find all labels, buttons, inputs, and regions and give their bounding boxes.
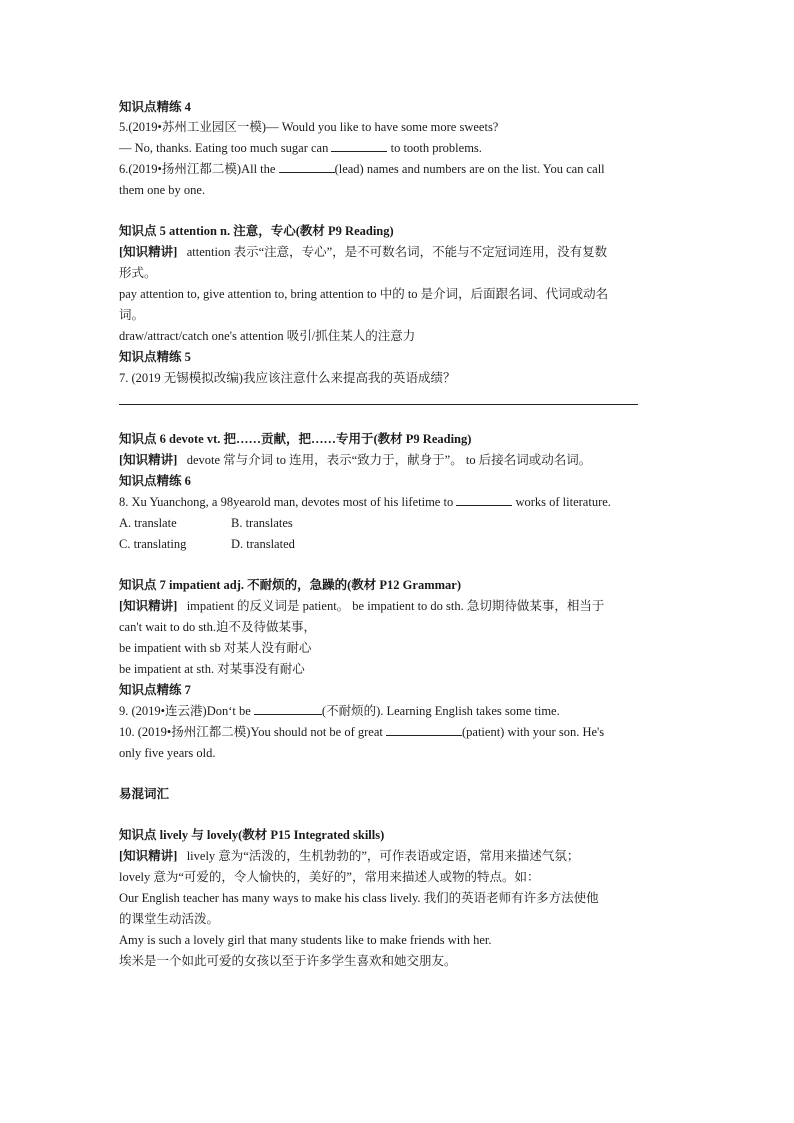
point-7-explanation-2: can't wait to do sth.迫不及待做某事， — [119, 620, 317, 634]
question-8: 8. Xu Yuanchong, a 98yearold man, devotes most of his lifetime to works of literature. — [119, 495, 611, 509]
lively-lovely-explanation-2: lovely 意为“可爱的，令人愉快的，美好的”，常用来描述人或物的特点。如： — [119, 870, 540, 884]
practice-5-heading: 知识点精练 5 — [119, 350, 191, 364]
answer-blank[interactable] — [279, 160, 335, 173]
point-7-heading: 知识点 7 impatient adj. 不耐烦的，急躁的(教材 P12 Grammar) — [119, 578, 461, 592]
point-5-explanation-4: 词。 — [119, 308, 145, 322]
question-5-line-2: — No, thanks. Eating too much sugar can to tooth problems. — [119, 141, 482, 155]
practice-4-heading: 知识点精练 4 — [119, 100, 191, 114]
practice-7-heading: 知识点精练 7 — [119, 683, 191, 697]
confusing-words-heading: 易混词汇 — [119, 787, 170, 801]
option-d[interactable]: D. translated — [231, 537, 295, 551]
option-c[interactable]: C. translating — [119, 537, 187, 551]
example-1-line-1: Our English teacher has many ways to make his class lively. 我们的英语老师有许多方法使他 — [119, 891, 599, 905]
point-5-explanation-3: pay attention to, give attention to, bring attention to 中的 to 是介词，后面跟名词、代词或动名 — [119, 287, 609, 301]
example-1-line-2: 的课堂生动活泼。 — [119, 912, 220, 926]
point-5-explanation-5: draw/attract/catch one's attention 吸引/抓住某人的注意力 — [119, 329, 416, 343]
point-5-explanation-2: 形式。 — [119, 266, 157, 280]
point-7-explanation-4: be impatient at sth. 对某事没有耐心 — [119, 662, 305, 676]
point-6-heading: 知识点 6 devote vt. 把……贡献，把……专用于(教材 P9 Reading) — [119, 432, 472, 446]
lively-lovely-explanation-1: [知识精讲] lively 意为“活泼的，生机勃勃的”，可作表语或定语，常用来描述气氛； — [119, 849, 580, 863]
question-7: 7. (2019 无锡模拟改编)我应该注意什么来提高我的英语成绩？ — [119, 371, 456, 385]
option-a[interactable]: A. translate — [119, 516, 177, 530]
question-6-line-2: them one by one. — [119, 183, 206, 197]
point-7-explanation-1: [知识精讲] impatient 的反义词是 patient。 be impatient to do sth. 急切期待做某事，相当于 — [119, 599, 605, 613]
point-5-heading: 知识点 5 attention n. 注意，专心(教材 P9 Reading) — [119, 224, 394, 238]
point-5-explanation-1: [知识精讲] attention 表示“注意，专心”，是不可数名词，不能与不定冠词连用，没有复数 — [119, 245, 608, 259]
answer-line[interactable] — [119, 404, 638, 405]
example-2-line-2: 埃米是一个如此可爱的女孩以至于许多学生喜欢和她交朋友。 — [119, 954, 457, 968]
practice-6-heading: 知识点精练 6 — [119, 474, 191, 488]
question-9: 9. (2019•连云港)Don‘t be (不耐烦的). Learning English takes some time. — [119, 704, 560, 718]
question-6-line-1: 6.(2019•扬州江都二模)All the (lead) names and numbers are on the list. You can call — [119, 162, 605, 176]
answer-blank[interactable] — [331, 139, 387, 152]
answer-blank[interactable] — [386, 723, 462, 736]
options-row-2 — [119, 535, 295, 553]
question-10-line-1: 10. (2019•扬州江都二模)You should not be of great (patient) with your son. He's — [119, 725, 605, 739]
point-6-explanation: [知识精讲] devote 常与介词 to 连用，表示“致力于，献身于”。 to 后接名词或动名词。 — [119, 453, 592, 467]
options-row-1 — [119, 514, 293, 532]
lively-lovely-heading: 知识点 lively 与 lovely(教材 P15 Integrated skills) — [119, 828, 385, 842]
option-b[interactable]: B. translates — [231, 516, 293, 530]
answer-blank[interactable] — [254, 702, 322, 715]
example-2-line-1: Amy is such a lovely girl that many students like to make friends with her. — [119, 933, 492, 947]
point-7-explanation-3: be impatient with sb 对某人没有耐心 — [119, 641, 312, 655]
question-5-line-1: 5.(2019•苏州工业园区一模)— Would you like to have some more sweets? — [119, 120, 499, 134]
question-10-line-2: only five years old. — [119, 746, 216, 760]
answer-blank[interactable] — [456, 493, 512, 506]
